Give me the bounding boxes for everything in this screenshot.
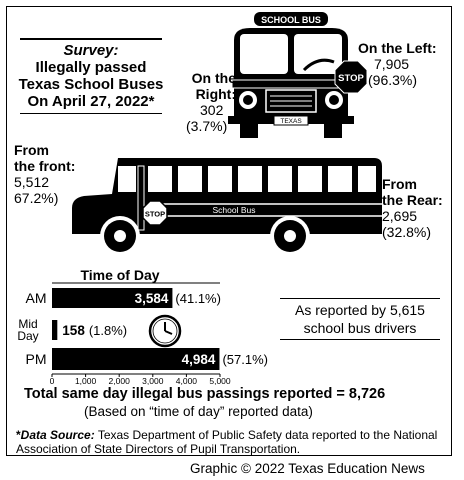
on-right-label-group [182, 70, 236, 134]
on-right-label-line: Right: [195, 86, 236, 102]
category-label: Day [17, 329, 39, 343]
bus-grille-band [232, 80, 350, 88]
bus-side-windows [118, 166, 376, 192]
bus-side-text: School Bus [212, 205, 256, 215]
survey-subtitle-line: On April 27, 2022* [27, 92, 155, 110]
from-front-label-line: the front: [14, 158, 76, 174]
survey-title-block [16, 38, 166, 114]
on-right-value: 302 [200, 102, 224, 118]
survey-title: Survey: [63, 41, 119, 59]
headlight-right-inner [329, 95, 339, 105]
from-front-percent: 67.2%) [14, 190, 59, 206]
reported-bottom-rule [280, 339, 440, 340]
on-right-percent: (3.7%) [186, 118, 228, 134]
reported-note [280, 298, 440, 342]
bus-front-tire-left [240, 124, 258, 138]
hub-rear [284, 230, 296, 242]
category-label: PM [25, 351, 47, 367]
on-left-percent: (96.3%) [368, 72, 418, 88]
reported-line: school bus drivers [303, 320, 417, 337]
from-rear-percent: (32.8%) [382, 224, 432, 240]
clock-icon [148, 314, 182, 348]
reported-top-rule [280, 298, 440, 299]
source-label: Data Source: [20, 428, 95, 442]
from-rear-label-line: the Rear: [382, 192, 443, 208]
survey-top-rule [20, 38, 162, 40]
front-stop-sign-text: STOP [338, 73, 364, 84]
reported-line: As reported by 5,615 [295, 302, 425, 319]
headlight-left-inner [243, 95, 253, 105]
time-of-day-chart [10, 267, 268, 386]
side-stop-sign-text: STOP [144, 209, 166, 219]
source-text: Texas Department of Public Safety data reported to the National Association of State Directors of Pupil Transportation. [16, 428, 438, 456]
on-left-label-group [358, 40, 437, 88]
bar-value-label: 4,984 [181, 352, 216, 367]
graphic-credit: Graphic © 2022 Texas Education News [190, 461, 425, 476]
x-tick-label: 1,000 [74, 376, 97, 386]
survey-subtitle-line: Illegally passed [35, 58, 147, 76]
chart-title: Time of Day [80, 267, 160, 283]
from-rear-value: 2,695 [382, 208, 418, 224]
x-tick-label: 0 [49, 376, 55, 386]
from-front-label-group [14, 142, 75, 206]
on-right-label-line: On the [191, 70, 236, 86]
category-label: Mid [18, 317, 38, 331]
from-rear-label-group [382, 176, 443, 240]
bar-value-label: 158 [62, 323, 85, 338]
bus-windshield-left [240, 34, 288, 74]
basis-note: (Based on “time of day” reported data) [84, 404, 313, 419]
hub-front [114, 230, 126, 242]
x-tick-label: 4,000 [175, 376, 198, 386]
x-tick-label: 3,000 [142, 376, 164, 386]
category-label: AM [25, 290, 47, 306]
bar-value-label: 3,584 [134, 291, 169, 306]
x-tick-label: 2,000 [108, 376, 130, 386]
bus-front-illustration [222, 10, 352, 142]
x-tick-label: 5,000 [209, 376, 231, 386]
side-stop-sign-icon [142, 200, 168, 226]
bar-percent-label: (57.1%) [222, 352, 268, 367]
on-left-label: On the Left: [358, 40, 437, 56]
license-plate-text: TEXAS [280, 118, 302, 125]
source-star: * [16, 428, 21, 442]
from-front-value: 5,512 [14, 174, 50, 190]
bar [52, 320, 57, 340]
survey-bottom-rule [20, 113, 162, 115]
bus-sign-text: SCHOOL BUS [261, 15, 321, 25]
from-front-label-line: From [14, 142, 49, 158]
on-left-value: 7,905 [374, 56, 410, 72]
from-rear-label-line: From [382, 176, 417, 192]
bar-percent-label: (41.1%) [175, 291, 221, 306]
bar-percent-label: (1.8%) [88, 323, 128, 338]
total-passings: Total same day illegal bus passings reported = 8,726 [24, 386, 386, 402]
bus-front-tire-right [324, 124, 342, 138]
data-source-note [16, 428, 446, 456]
bus-side-illustration [68, 154, 386, 258]
survey-subtitle-line: Texas School Buses [18, 75, 164, 93]
